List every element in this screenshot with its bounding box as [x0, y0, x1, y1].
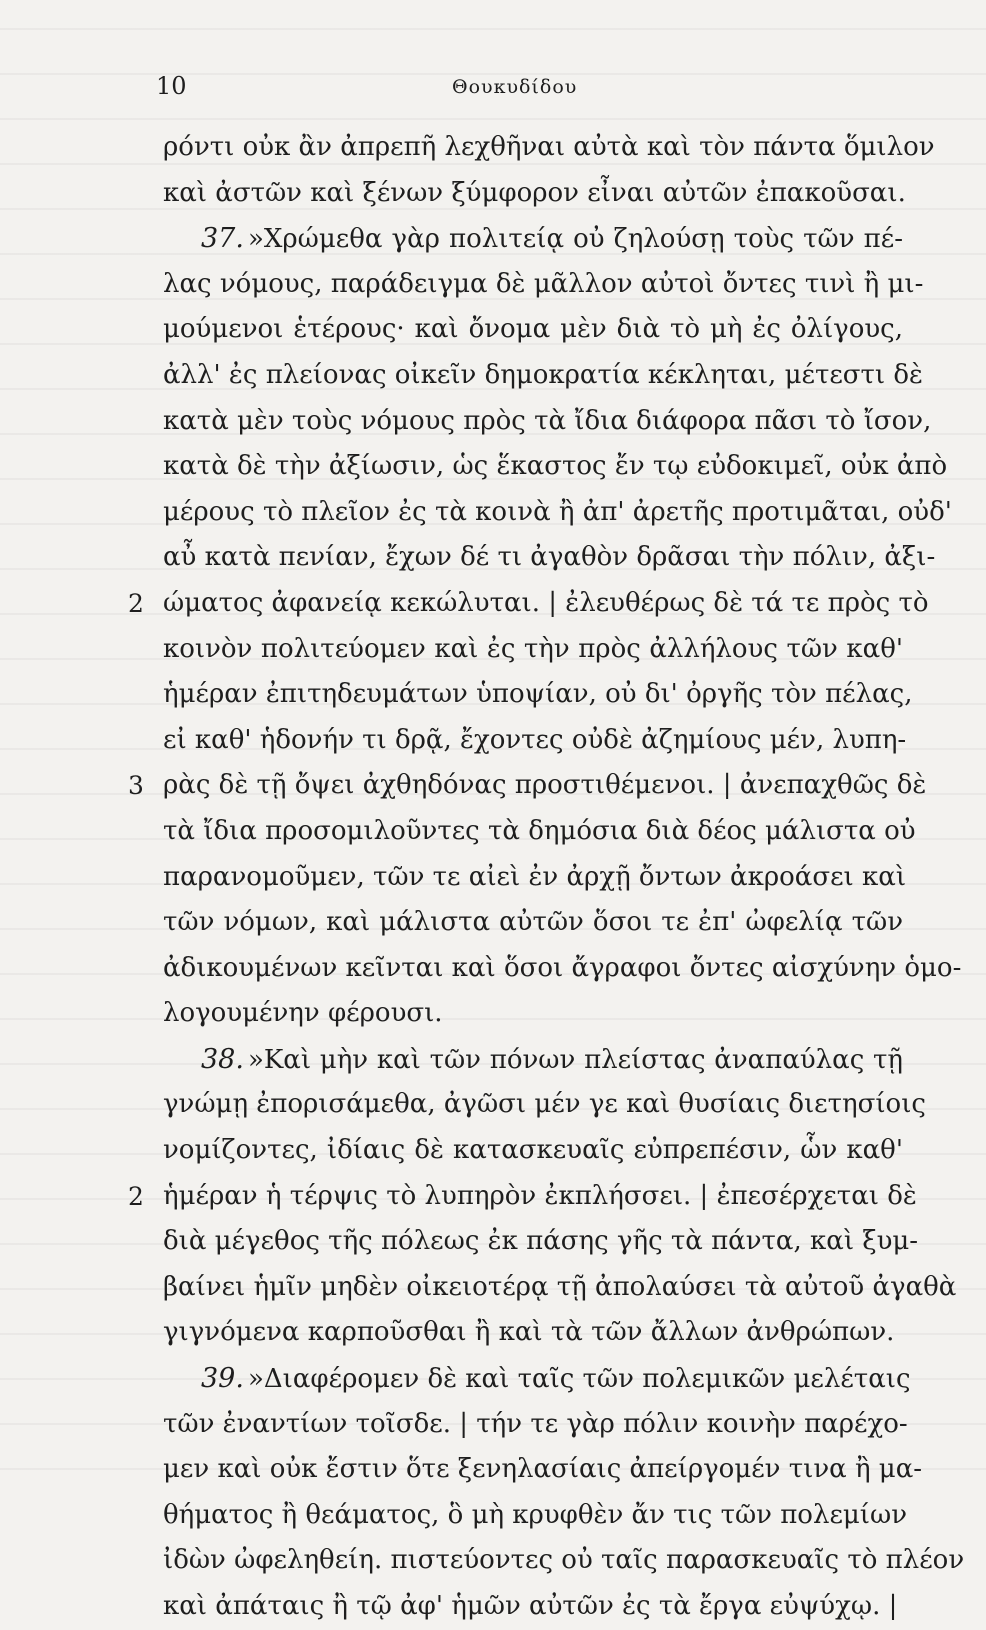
text-line [163, 307, 903, 353]
line-text: τῶν ἐναντίων τοῖσδε. | τήν τε γὰρ πόλιν κοινὴν παρέχο- [163, 1408, 908, 1439]
text-line [163, 125, 935, 171]
line-text: ρόντι οὐκ ἂν ἀπρεπῆ λεχθῆναι αὐτὰ καὶ τὸν πάντα ὅμιλον [163, 132, 935, 162]
line-text: ἰδὼν ὠφεληθείη. πιστεύοντες οὐ ταῖς παρασκευαῖς τὸ πλέον [163, 1545, 965, 1576]
line-text: μέρους τὸ πλεῖον ἐς τὰ κοινὰ ἢ ἀπ' ἀρετῆς προτιμᾶται, οὐδ' [163, 496, 952, 527]
chapter-number: 38. [201, 1043, 244, 1075]
text-line [163, 627, 903, 673]
line-text: λας νόμους, παράδειγμα δὲ μᾶλλον αὐτοὶ ὄντες τινὶ ἢ μι- [163, 268, 924, 299]
text-line [163, 900, 903, 946]
text-line [163, 1082, 926, 1128]
text-line [163, 1265, 957, 1311]
line-text: νομίζοντες, ἰδίαις δὲ κατασκευαῖς εὐπρεπέσιν, ὧν καθ' [163, 1135, 903, 1166]
line-text: θήματος ἢ θεάματος, ὃ μὴ κρυφθὲν ἄν τις τῶν πολεμίων [163, 1499, 908, 1530]
text-line [163, 1584, 903, 1630]
line-text: ώματος ἀφανείᾳ κεκώλυται. | ἐλευθέρως δὲ τά τε πρὸς τὸ [163, 587, 929, 618]
line-text: ἀδικουμένων κεῖνται καὶ ὅσοι ἄγραφοι ὄντες αἰσχύνην ὁμο- [163, 952, 962, 983]
line-text: τῶν νόμων, καὶ μάλιστα αὐτῶν ὅσοι τε ἐπ' ὠφελίᾳ τῶν [163, 907, 903, 938]
text-line [163, 1538, 965, 1584]
text-line [163, 1402, 908, 1448]
line-text: βαίνει ἡμῖν μηδὲν οἰκειοτέρᾳ τῇ ἀπολαύσει τὰ αὐτοῦ ἀγαθὰ [163, 1271, 957, 1302]
text-line [163, 1310, 903, 1356]
line-text: αὖ κατὰ πενίαν, ἔχων δέ τι ἀγαθὸν δρᾶσαι τὴν πόλιν, ἀξι- [163, 542, 936, 573]
text-line [163, 1128, 903, 1174]
text-line [163, 991, 903, 1037]
running-title: Θουκυδίδου [452, 76, 578, 98]
text-line [163, 490, 952, 536]
line-text: γνώμῃ ἐπορισάμεθα, ἀγῶσι μέν γε καὶ θυσίαις διετησίοις [163, 1089, 926, 1120]
margin-section-number: 2 [128, 1181, 144, 1211]
line-text: κατὰ δὲ τὴν ἀξίωσιν, ὡς ἕκαστος ἔν τῳ εὐδοκιμεῖ, οὐκ ἀπὸ [163, 451, 948, 482]
line-text: διὰ μέγεθος τῆς πόλεως ἐκ πάσης γῆς τὰ πάντα, καὶ ξυμ- [163, 1226, 919, 1257]
text-line [163, 399, 932, 445]
text-line [163, 809, 916, 855]
line-text: »Διαφέρομεν δὲ καὶ ταῖς τῶν πολεμικῶν μελέταις [247, 1364, 911, 1395]
page-number: 10 [156, 72, 187, 100]
chapter-number: 37. [201, 223, 244, 255]
text-line [163, 171, 906, 217]
chapter-number: 39. [201, 1363, 244, 1395]
line-text: παρανομοῦμεν, τῶν τε αἰεὶ ἐν ἀρχῇ ὄντων ἀκροάσει καὶ [163, 861, 907, 892]
text-line [163, 1447, 923, 1493]
text-line [163, 216, 903, 262]
line-text: ἀλλ' ἐς πλείονας οἰκεῖν δημοκρατία κέκληται, μέτεστι δὲ [163, 359, 923, 390]
text-line [163, 444, 948, 490]
text-line [163, 1219, 919, 1265]
line-text: κοινὸν πολιτεύομεν καὶ ἐς τὴν πρὸς ἀλλήλους τῶν καθ' [163, 633, 903, 664]
text-line [163, 1037, 903, 1083]
line-text: καὶ ἀστῶν καὶ ξένων ξύμφορον εἶναι αὐτῶν ἐπακοῦσαι. [163, 177, 906, 208]
line-text: γιγνόμενα καρποῦσθαι ἢ καὶ τὰ τῶν ἄλλων ἀνθρώπων. [163, 1317, 895, 1348]
line-text: μούμενοι ἑτέρους· καὶ ὄνομα μὲν διὰ τὸ μὴ ἐς ὀλίγους, [163, 314, 903, 345]
line-text: εἰ καθ' ἡδονήν τι δρᾷ, ἔχοντες οὐδὲ ἀζημίους μέν, λυπη- [163, 724, 907, 755]
text-line [163, 855, 907, 901]
line-text: ἡμέραν ἡ τέρψις τὸ λυπηρὸν ἐκπλήσσει. | ἐπεσέρχεται δὲ [163, 1180, 917, 1211]
text-line [163, 718, 907, 764]
text-line [163, 353, 923, 399]
line-text: μεν καὶ οὐκ ἔστιν ὅτε ξενηλασίαις ἀπείργομέν τινα ἢ μα- [163, 1454, 923, 1485]
line-text: καὶ ἀπάταις ἢ τῷ ἀφ' ἡμῶν αὐτῶν ἐς τὰ ἔργα εὐψύχῳ. | [163, 1591, 898, 1621]
text-line [163, 535, 936, 581]
line-text: κατὰ μὲν τοὺς νόμους πρὸς τὰ ἴδια διάφορα πᾶσι τὸ ἴσον, [163, 405, 932, 436]
margin-section-number: 3 [128, 771, 144, 801]
text-line [128, 581, 929, 627]
text-line [128, 1174, 917, 1220]
body-text [128, 125, 965, 1630]
text-line [163, 946, 962, 992]
text-line [163, 1356, 911, 1402]
line-text: λογουμένην φέρουσι. [163, 998, 443, 1029]
line-text: ἡμέραν ἐπιτηδευμάτων ὑποψίαν, οὐ δι' ὀργῆς τὸν πέλας, [163, 679, 913, 710]
line-text: τὰ ἴδια προσομιλοῦντες τὰ δημόσια διὰ δέος μάλιστα οὐ [163, 815, 916, 846]
text-line [163, 262, 924, 308]
line-text: »Καὶ μὴν καὶ τῶν πόνων πλείστας ἀναπαύλας τῇ [247, 1044, 903, 1075]
text-line [163, 672, 913, 718]
margin-section-number: 2 [128, 588, 144, 618]
text-line [128, 763, 927, 809]
line-text: ρὰς δὲ τῇ ὄψει ἀχθηδόνας προστιθέμενοι. | ἀνεπαχθῶς δὲ [163, 770, 927, 801]
page-header [0, 72, 986, 112]
line-text: »Χρώμεθα γὰρ πολιτείᾳ οὐ ζηλούσῃ τοὺς τῶν πέ- [247, 224, 903, 255]
